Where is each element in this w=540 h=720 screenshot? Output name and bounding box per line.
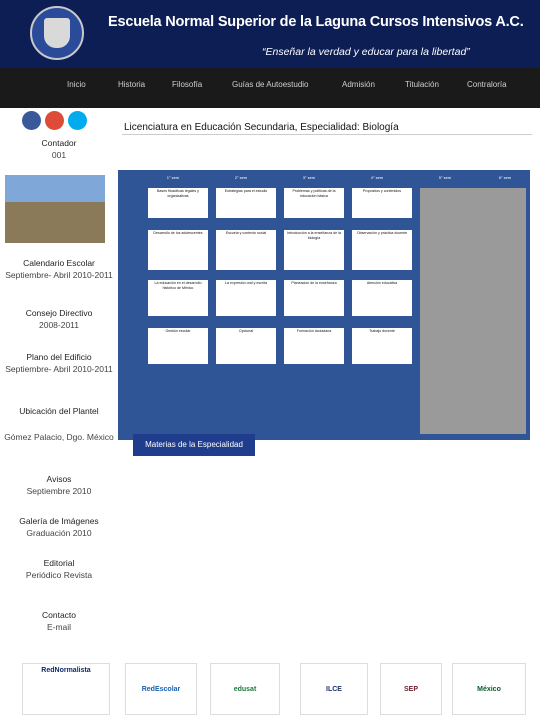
edusat-logo[interactable]: edusat (210, 663, 280, 715)
twitter-icon[interactable] (68, 111, 87, 130)
curriculum-map (118, 170, 530, 440)
ilce-logo[interactable]: ILCE (300, 663, 368, 715)
sidebar-item-galeria-sub: Graduación 2010 (26, 528, 92, 538)
semester-header: 6° sem (498, 175, 512, 180)
redescolar-logo[interactable]: RedEscolar (125, 663, 197, 715)
course-cell[interactable]: Planeación de la enseñanza (284, 280, 344, 316)
course-cell[interactable]: Trabajo docente (352, 328, 412, 364)
course-cell[interactable]: Opcional (216, 328, 276, 364)
nav-item-guias[interactable]: Guías de Autoestudio (232, 80, 309, 89)
counter-value: 001 (51, 150, 67, 160)
sidebar-item-consejo-sub: 2008-2011 (38, 320, 80, 330)
mexico-logo[interactable]: México (452, 663, 526, 715)
nav-item-filosofia[interactable]: Filosofía (172, 80, 203, 89)
semester-header: 1° sem (166, 175, 180, 180)
materias-especialidad-button[interactable]: Materias de la Especialidad (133, 434, 255, 456)
sidebar-item-calendario[interactable]: Calendario Escolar (23, 258, 95, 268)
google-icon[interactable] (45, 111, 64, 130)
nav-item-titulacion[interactable]: Titulación (405, 80, 439, 89)
course-cell[interactable]: Propósitos y contenidos (352, 188, 412, 218)
sidebar-item-ubicacion-sub: Gómez Palacio, Dgo. México (4, 432, 114, 442)
course-cell[interactable]: Introducción a la enseñanza de la biología (284, 230, 344, 270)
course-cell[interactable]: Escuela y contexto social (216, 230, 276, 270)
page-title: Licenciatura en Educación Secundaria, Especialidad: Biología (124, 122, 399, 133)
nav-item-inicio[interactable]: Inicio (67, 80, 86, 89)
sep-logo[interactable]: SEP (380, 663, 442, 715)
course-cell[interactable]: Observación y práctica docente (352, 230, 412, 270)
gray-block (420, 188, 526, 434)
sidebar-item-editorial[interactable]: Editorial (43, 558, 75, 568)
course-cell[interactable]: Atención educativa (352, 280, 412, 316)
heading-divider (122, 134, 532, 135)
rednormalista-logo[interactable]: RedNormalista (22, 663, 110, 715)
sidebar-item-calendario-sub: Septiembre- Abril 2010-2011 (5, 270, 113, 280)
sidebar-item-galeria[interactable]: Galería de Imágenes (19, 516, 99, 526)
main-nav (0, 68, 540, 108)
sidebar-item-plano[interactable]: Plano del Edificio (26, 352, 92, 362)
course-cell[interactable]: Gestión escolar (148, 328, 208, 364)
sidebar-item-ubicacion[interactable]: Ubicación del Plantel (19, 406, 99, 416)
sidebar-item-editorial-sub: Periódico Revista (25, 570, 93, 580)
sidebar-item-plano-sub: Septiembre- Abril 2010-2011 (5, 364, 113, 374)
course-cell[interactable]: La expresión oral y escrita (216, 280, 276, 316)
sidebar-item-avisos-sub: Septiembre 2010 (26, 486, 92, 496)
site-title: Escuela Normal Superior de la Laguna Cursos Intensivos A.C. (108, 14, 524, 30)
sidebar-item-contacto-sub: E-mail (46, 622, 72, 632)
nav-item-admision[interactable]: Admisión (342, 80, 375, 89)
course-cell[interactable]: Formación ciudadana (284, 328, 344, 364)
course-cell[interactable]: Problemas y políticas de la educación básica (284, 188, 344, 218)
nav-item-historia[interactable]: Historia (118, 80, 146, 89)
semester-header: 2° sem (234, 175, 248, 180)
sidebar-item-contacto[interactable]: Contacto (41, 610, 77, 620)
school-gate-photo (5, 175, 105, 243)
facebook-icon[interactable] (22, 111, 41, 130)
sidebar-item-consejo[interactable]: Consejo Directivo (25, 308, 93, 318)
footer-logos (0, 655, 540, 720)
semester-header: 5° sem (438, 175, 452, 180)
site-motto: “Enseñar la verdad y educar para la libertad” (262, 46, 470, 58)
nav-item-contraloria[interactable]: Contraloría (467, 80, 507, 89)
semester-header: 4° sem (370, 175, 384, 180)
course-cell[interactable]: La educación en el desarrollo histórico de México (148, 280, 208, 316)
course-cell[interactable]: Bases filosóficas legales y organizativas (148, 188, 208, 218)
counter-label: Contador (41, 138, 77, 148)
course-cell[interactable]: Desarrollo de los adolescentes (148, 230, 208, 270)
school-logo[interactable] (30, 6, 84, 60)
sidebar-item-avisos[interactable]: Avisos (46, 474, 72, 484)
site-header (0, 0, 540, 68)
semester-header: 3° sem (302, 175, 316, 180)
course-cell[interactable]: Estrategias para el estudio (216, 188, 276, 218)
